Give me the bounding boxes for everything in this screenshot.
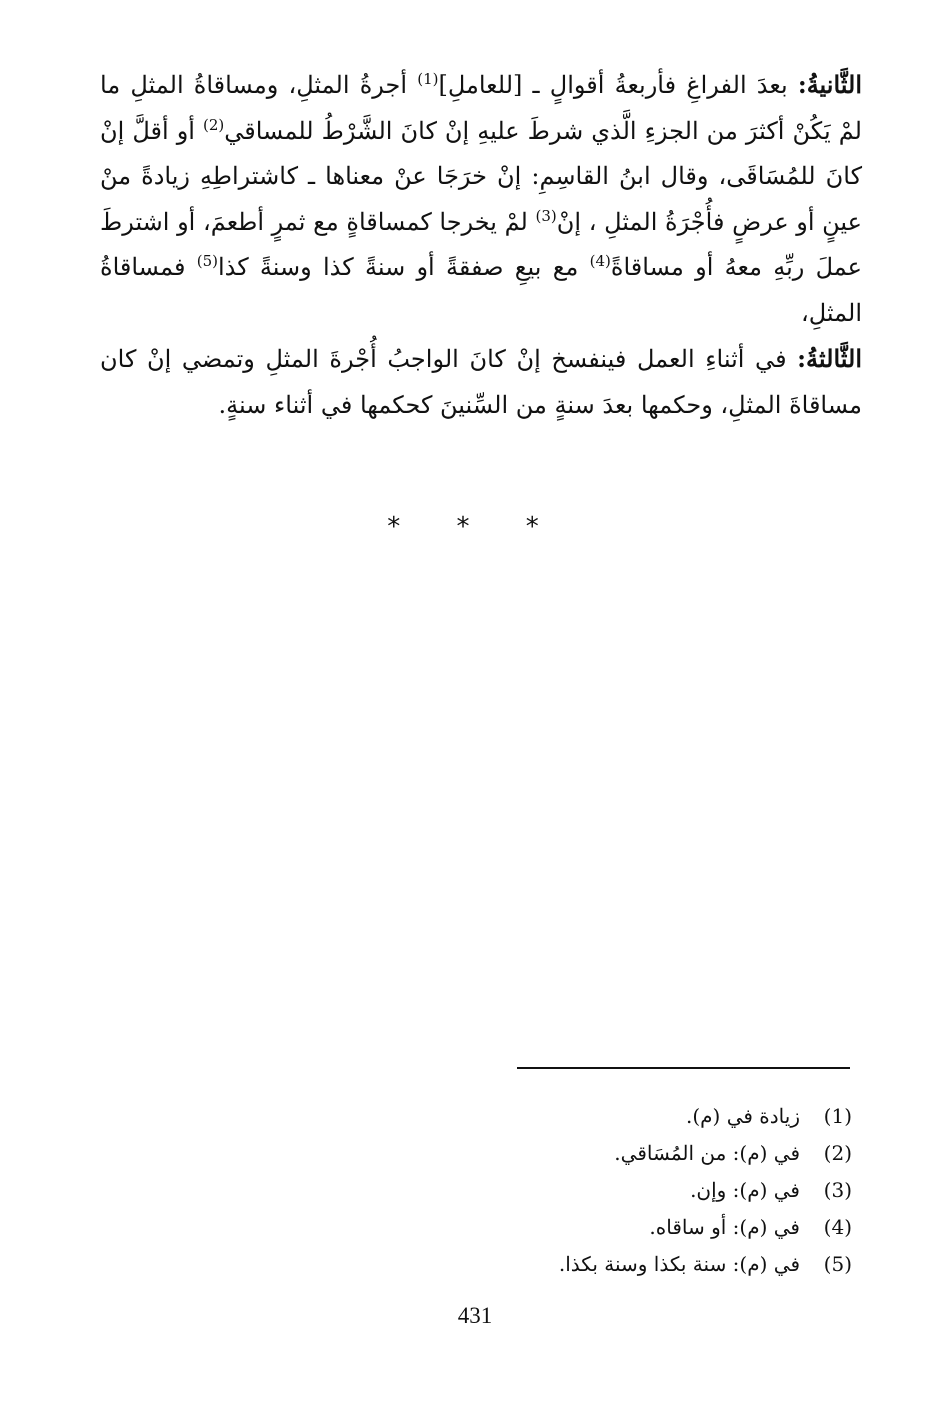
- paragraph-text: أجرةُ المثلِ، ومساقاةُ المثلِ ما لمْ يَكُنْ أكثرَ من الجزءِ الَّذي شرطَ عليهِ إنْ كانَ الشَّرْطُ للمساقي: [100, 71, 862, 145]
- footnote-text: في (م): سنة بكذا وسنة بكذا.: [558, 1252, 800, 1276]
- paragraph-text: في أثناءِ العمل فينفسخ إنْ كانَ الواجبُ أُجْرةَ المثلِ وتمضي إنْ كان مساقاةَ المثلِ، وحكمها بعدَ سنةٍ من السِّنينَ كحكمها في أثناء سنةٍ.: [100, 345, 862, 419]
- footnotes-list: [100, 1098, 852, 1283]
- paragraph-lead: الثَّالثةُ:: [797, 344, 862, 373]
- section-separator: * * *: [387, 512, 563, 542]
- footnote-number: (1): [823, 1104, 852, 1128]
- paragraph-second: [100, 62, 862, 336]
- footnote-text: في (م): وإن.: [690, 1178, 800, 1202]
- paragraph-text: بعدَ الفراغِ فأربعةُ أقوالٍ ـ [للعاملِ]: [438, 71, 798, 99]
- footnote-text: زيادة في (م).: [686, 1104, 800, 1128]
- footnote-item: [100, 1098, 852, 1135]
- footnote-number: (5): [823, 1252, 852, 1276]
- footnote-item: [100, 1172, 852, 1209]
- footnote-text: في (م): من المُسَاقي.: [614, 1141, 800, 1165]
- footnote-item: [100, 1209, 852, 1246]
- footnote-ref[interactable]: (2): [203, 115, 225, 134]
- main-text: [100, 62, 862, 428]
- footnote-item: [100, 1135, 852, 1172]
- paragraph-text: أو أقلَّ إنْ كانَ للمُسَاقَى، وقال ابنُ القاسِمِ: إنْ خرَجَا عنْ معناها ـ كاشتراطِهِ زيادةً منْ عينٍ أو عرضٍ فأُجْرَةُ المثلِ ، إنْ: [100, 116, 862, 236]
- footnote-number: (4): [823, 1215, 852, 1239]
- footnote-ref[interactable]: (4): [589, 252, 611, 270]
- footnote-ref[interactable]: (3): [535, 206, 557, 225]
- footnote-ref[interactable]: (1): [417, 70, 439, 88]
- page-number: 431: [457, 1303, 493, 1328]
- footnote-ref[interactable]: (5): [196, 252, 218, 270]
- footnote-item: [100, 1246, 852, 1283]
- footnote-divider: [517, 1067, 850, 1069]
- footnote-number: (3): [823, 1178, 852, 1202]
- paragraph-lead: الثَّانيةُ:: [797, 70, 863, 99]
- footnote-number: (2): [823, 1141, 852, 1165]
- footnote-text: في (م): أو ساقاه.: [649, 1215, 800, 1239]
- paragraph-text: فمساقاةُ المثلِ،: [100, 253, 862, 327]
- paragraph-text: مع بيعِ صفقةً أو سنةً كذا وسنةً كذا: [217, 253, 590, 281]
- paragraph-third: [100, 336, 862, 428]
- paragraph-text: لمْ يخرجا كمساقاةٍ مع ثمرٍ أطعمَ، أو اشترطَ عملَ ربِّهِ معهُ أو مساقاةً: [100, 207, 862, 281]
